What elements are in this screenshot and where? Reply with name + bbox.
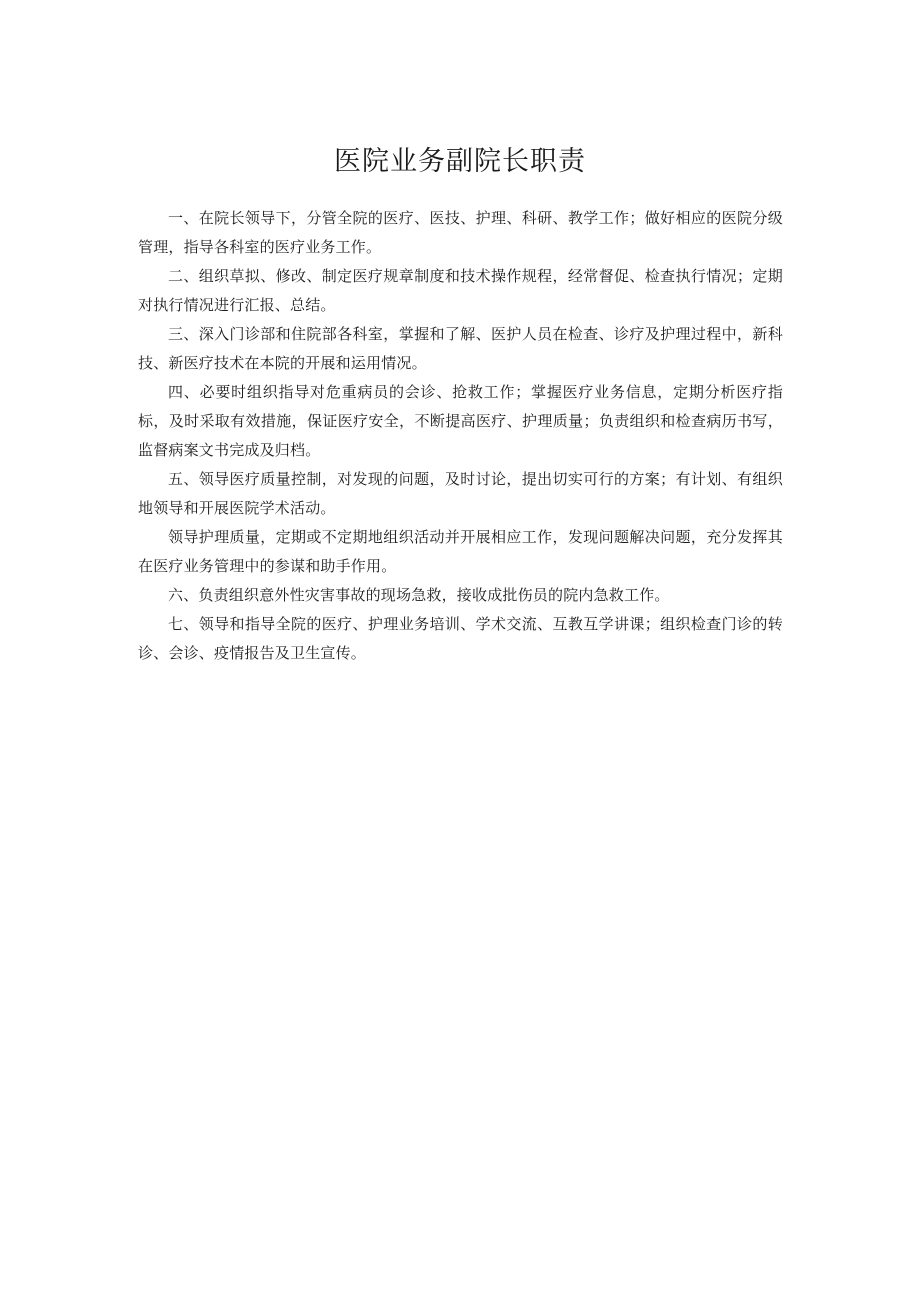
paragraph-6: 领导护理质量，定期或不定期地组织活动并开展相应工作，发现问题解决问题，充分发挥其在医疗业务管理中的参谋和助手作用。	[138, 528, 783, 575]
paragraph-7: 六、负责组织意外性灾害事故的现场急救，接收成批伤员的院内急救工作。	[168, 586, 670, 604]
document-title: 医院业务副院长职责	[334, 146, 586, 177]
paragraph-1: 一、在院长领导下，分管全院的医疗、医技、护理、科研、教学工作；做好相应的医院分级管理，指导各科室的医疗业务工作。	[138, 209, 783, 256]
paragraph-8: 七、领导和指导全院的医疗、护理业务培训、学术交流、互教互学讲课；组织检查门诊的转诊、会诊、疫情报告及卫生宣传。	[138, 615, 783, 662]
document-body	[138, 204, 783, 668]
paragraph-3: 三、深入门诊部和住院部各科室，掌握和了解、医护人员在检查、诊疗及护理过程中，新科技、新医疗技术在本院的开展和运用情况。	[138, 325, 783, 372]
paragraph-5: 五、领导医疗质量控制，对发现的问题，及时讨论，提出切实可行的方案；有计划、有组织地领导和开展医院学术活动。	[138, 470, 783, 517]
paragraph-2: 二、组织草拟、修改、制定医疗规章制度和技术操作规程，经常督促、检查执行情况；定期对执行情况进行汇报、总结。	[138, 267, 783, 314]
paragraph-4: 四、必要时组织指导对危重病员的会诊、抢救工作；掌握医疗业务信息，定期分析医疗指标，及时采取有效措施，保证医疗安全，不断提高医疗、护理质量；负责组织和检查病历书写，监督病案文书完成及归档。	[138, 383, 783, 459]
